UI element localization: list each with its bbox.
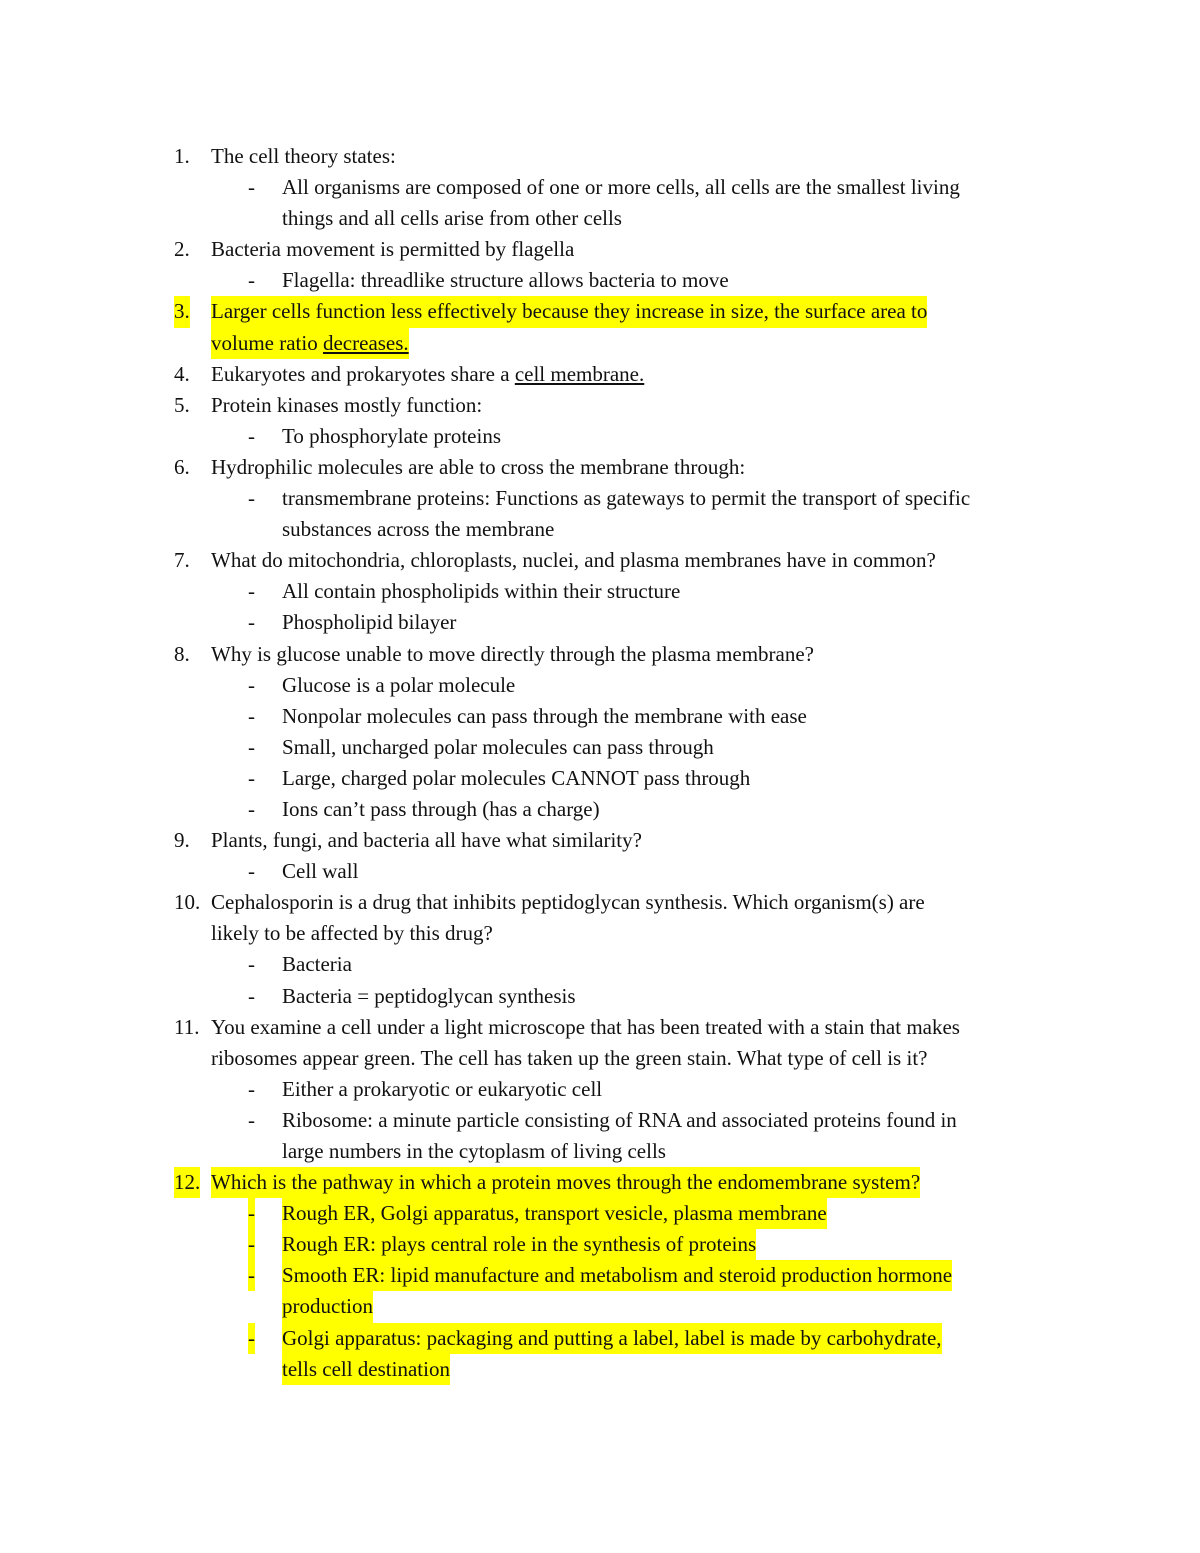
sub-item-text: transmembrane proteins: Functions as gateways to permit the transport of specific xyxy=(282,486,971,511)
sub-item-highlighted xyxy=(0,1198,1200,1229)
sub-item-highlighted xyxy=(0,1323,1200,1354)
bullet-dash: - xyxy=(248,703,255,728)
item-text-part: Eukaryotes and prokaryotes share a xyxy=(211,361,515,386)
list-item-6 xyxy=(0,452,1200,483)
sub-item-text-highlighted: Rough ER: plays central role in the synthesis of proteins xyxy=(282,1229,756,1260)
list-item-11 xyxy=(0,1012,1200,1043)
bullet-dash: - xyxy=(248,486,255,511)
sub-item-highlighted xyxy=(0,1229,1200,1260)
sub-item xyxy=(0,483,1200,514)
bullet-dash: - xyxy=(248,268,255,293)
bullet-dash: - xyxy=(248,1198,255,1229)
sub-item-text-highlighted: tells cell destination xyxy=(282,1354,450,1385)
sub-item xyxy=(0,421,1200,452)
item-text-part: volume ratio xyxy=(211,330,323,355)
list-item-1 xyxy=(0,141,1200,172)
item-continuation xyxy=(0,918,1200,949)
item-text: What do mitochondria, chloroplasts, nuclei, and plasma membranes have in common? xyxy=(211,548,936,573)
sub-item xyxy=(0,856,1200,887)
sub-item xyxy=(0,732,1200,763)
sub-item-text: Phospholipid bilayer xyxy=(282,610,457,635)
item-number: 1. xyxy=(174,144,190,168)
bullet-dash: - xyxy=(248,796,255,821)
bullet-dash: - xyxy=(248,983,255,1008)
sub-item-text: substances across the membrane xyxy=(282,517,555,542)
sub-item-text: large numbers in the cytoplasm of living cells xyxy=(282,1139,666,1163)
bullet-dash: - xyxy=(248,1107,255,1132)
bullet-dash: - xyxy=(248,423,255,448)
sub-item-continuation-highlighted xyxy=(0,1291,1200,1322)
list-item-4 xyxy=(0,359,1200,390)
sub-item xyxy=(0,1105,1200,1136)
item-text: You examine a cell under a light microscope that has been treated with a stain that makes xyxy=(211,1014,960,1039)
bullet-dash: - xyxy=(248,672,255,697)
sub-item xyxy=(0,172,1200,203)
sub-item-text: To phosphorylate proteins xyxy=(282,423,501,448)
sub-item xyxy=(0,1074,1200,1105)
bullet-dash: - xyxy=(248,175,255,200)
item-text-highlighted: Which is the pathway in which a protein moves through the endomembrane system? xyxy=(211,1167,920,1198)
item-number: 10. xyxy=(174,890,201,915)
item-number: 8. xyxy=(174,641,190,666)
list-item-8 xyxy=(0,639,1200,670)
item-number: 6. xyxy=(174,454,190,479)
item-number: 9. xyxy=(174,828,190,853)
item-continuation xyxy=(0,1043,1200,1074)
item-number: 12. xyxy=(174,1167,200,1198)
item-text: ribosomes appear green. The cell has taken up the green stain. What type of cell is it? xyxy=(211,1045,928,1070)
sub-item-continuation xyxy=(0,1136,1200,1167)
sub-item xyxy=(0,794,1200,825)
underlined-term: decreases. xyxy=(322,330,409,355)
underlined-term: cell membrane. xyxy=(514,361,645,386)
sub-item xyxy=(0,949,1200,980)
sub-item-text: Bacteria xyxy=(282,952,352,977)
sub-item-text-highlighted: Smooth ER: lipid manufacture and metabolism and steroid production hormone xyxy=(282,1260,952,1291)
sub-item xyxy=(0,607,1200,638)
item-text: Cephalosporin is a drug that inhibits peptidoglycan synthesis. Which organism(s) are xyxy=(211,890,925,915)
sub-item-continuation xyxy=(0,203,1200,234)
sub-item-text: Ribosome: a minute particle consisting of RNA and associated proteins found in xyxy=(282,1107,957,1132)
item-text-highlighted: Larger cells function less effectively because they increase in size, the surface area to xyxy=(211,296,927,327)
sub-item-continuation-highlighted xyxy=(0,1354,1200,1385)
sub-item-text: Either a prokaryotic or eukaryotic cell xyxy=(282,1076,603,1101)
item-text xyxy=(211,359,644,390)
sub-item-text: Glucose is a polar molecule xyxy=(282,672,516,697)
sub-item-text: Flagella: threadlike structure allows bacteria to move xyxy=(282,268,729,293)
list-item-7 xyxy=(0,545,1200,576)
sub-item xyxy=(0,576,1200,607)
sub-item-text: Cell wall xyxy=(282,859,359,884)
sub-item-text: Ions can’t pass through (has a charge) xyxy=(282,796,600,821)
sub-item xyxy=(0,265,1200,296)
item-text: Plants, fungi, and bacteria all have what similarity? xyxy=(211,828,642,853)
list-item-2 xyxy=(0,234,1200,265)
item-number: 3. xyxy=(174,296,190,327)
sub-item-text: things and all cells arise from other cells xyxy=(282,206,622,231)
sub-item-text: Bacteria = peptidoglycan synthesis xyxy=(282,983,576,1008)
item-text: The cell theory states: xyxy=(211,144,396,168)
item-number: 7. xyxy=(174,548,190,573)
list-item-3 xyxy=(0,296,1200,327)
item-number: 2. xyxy=(174,237,190,262)
item-number: 11. xyxy=(174,1014,200,1039)
item-continuation xyxy=(0,328,1200,359)
question-list xyxy=(0,141,1200,1385)
sub-item-text: All contain phospholipids within their structure xyxy=(282,579,681,604)
item-text: likely to be affected by this drug? xyxy=(211,921,493,946)
sub-item-text: All organisms are composed of one or more cells, all cells are the smallest living xyxy=(282,175,960,200)
sub-item-continuation xyxy=(0,514,1200,545)
item-text: Bacteria movement is permitted by flagella xyxy=(211,237,575,262)
item-number: 4. xyxy=(174,361,190,386)
bullet-dash: - xyxy=(248,952,255,977)
item-text-highlighted xyxy=(211,328,409,359)
sub-item-text: Small, uncharged polar molecules can pass through xyxy=(282,734,714,759)
sub-item-text: Nonpolar molecules can pass through the membrane with ease xyxy=(282,703,807,728)
sub-item-text: Large, charged polar molecules CANNOT pass through xyxy=(282,765,751,790)
list-item-9 xyxy=(0,825,1200,856)
bullet-dash: - xyxy=(248,765,255,790)
sub-item-text-highlighted: production xyxy=(282,1291,373,1322)
item-text: Why is glucose unable to move directly through the plasma membrane? xyxy=(211,641,814,666)
sub-item xyxy=(0,701,1200,732)
list-item-5 xyxy=(0,390,1200,421)
bullet-dash: - xyxy=(248,859,255,884)
sub-item xyxy=(0,981,1200,1012)
sub-item-text-highlighted: Golgi apparatus: packaging and putting a label, label is made by carbohydrate, xyxy=(282,1323,942,1354)
item-text: Protein kinases mostly function: xyxy=(211,392,483,417)
bullet-dash: - xyxy=(248,734,255,759)
bullet-dash: - xyxy=(248,579,255,604)
sub-item xyxy=(0,670,1200,701)
list-item-10 xyxy=(0,887,1200,918)
bullet-dash: - xyxy=(248,1229,255,1260)
list-item-12 xyxy=(0,1167,1200,1198)
item-number: 5. xyxy=(174,392,190,417)
bullet-dash: - xyxy=(248,1076,255,1101)
sub-item-text-highlighted: Rough ER, Golgi apparatus, transport vesicle, plasma membrane xyxy=(282,1198,827,1229)
bullet-dash: - xyxy=(248,1323,255,1354)
bullet-dash: - xyxy=(248,1260,255,1291)
sub-item xyxy=(0,763,1200,794)
sub-item-highlighted xyxy=(0,1260,1200,1291)
bullet-dash: - xyxy=(248,610,255,635)
item-text: Hydrophilic molecules are able to cross the membrane through: xyxy=(211,454,746,479)
